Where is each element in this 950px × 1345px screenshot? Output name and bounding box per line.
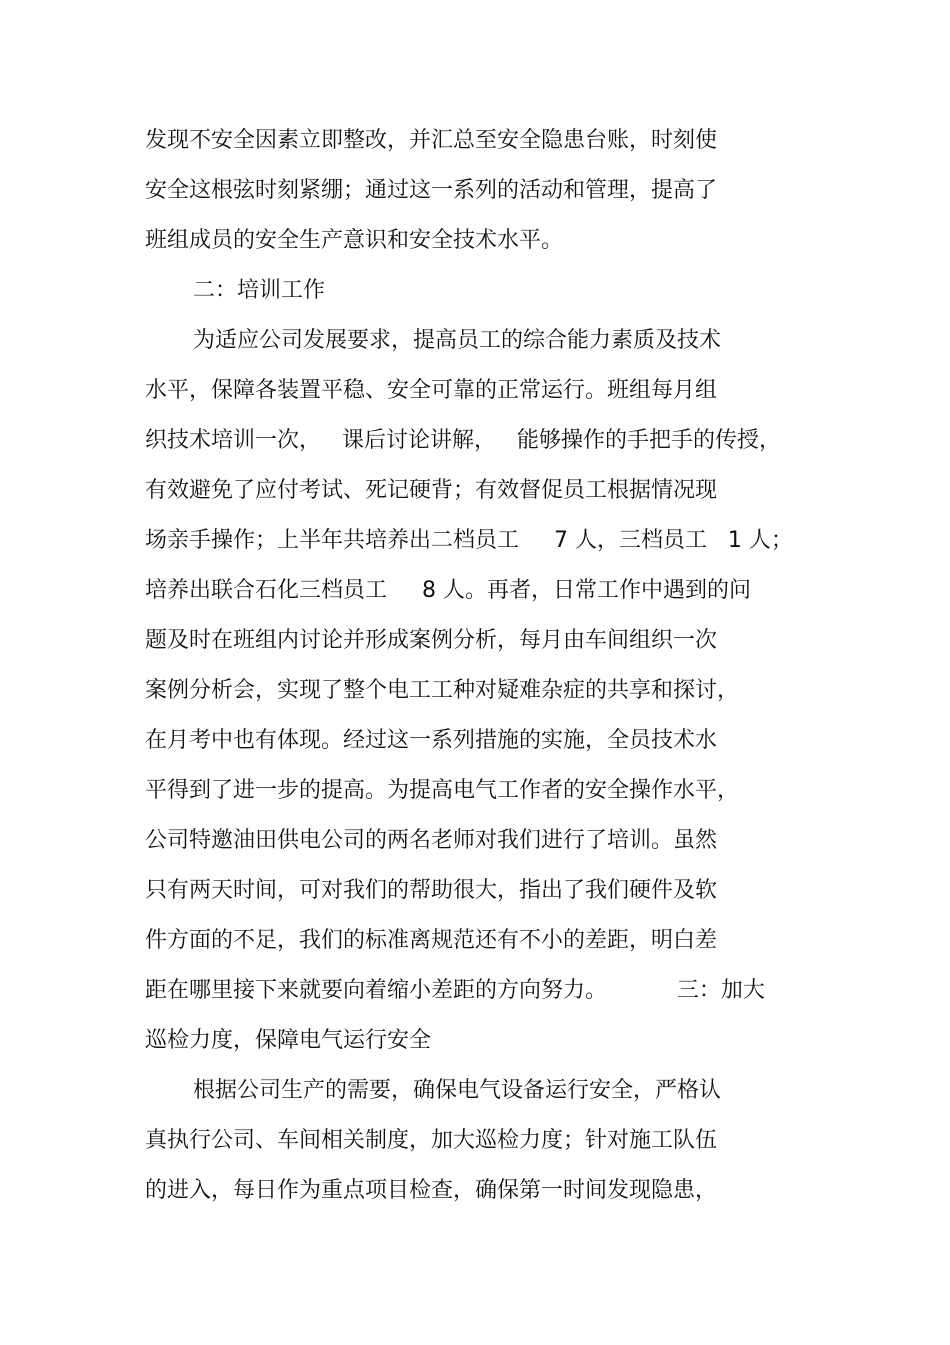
text-line: 在月考中也有体现。经过这一系列措施的实施，全员技术水	[145, 728, 718, 753]
text-line: 的进入，每日作为重点项目检查，确保第一时间发现隐患，	[145, 1178, 718, 1203]
text-line: 根据公司生产的需要，确保电气设备运行安全，严格认	[193, 1078, 722, 1103]
text-line: 真执行公司、车间相关制度，加大巡检力度；针对施工队伍	[145, 1128, 718, 1153]
text-line: 培养出联合石化三档员工 8 人。再者，日常工作中遇到的问	[145, 578, 751, 603]
text-line: 班组成员的安全生产意识和安全技术水平。	[145, 228, 564, 253]
text-line: 案例分析会，实现了整个电工工种对疑难杂症的共享和探讨，	[145, 678, 740, 703]
text-line: 发现不安全因素立即整改，并汇总至安全隐患台账，时刻使	[145, 128, 718, 153]
section-heading: 二：培训工作	[193, 278, 326, 303]
text-line: 平得到了进一步的提高。为提高电气工作者的安全操作水平，	[145, 778, 740, 803]
text-line: 为适应公司发展要求，提高员工的综合能力素质及技术	[193, 328, 722, 353]
text-line: 场亲手操作；上半年共培养出二档员工 7 人，三档员工 1 人；	[145, 528, 793, 553]
text-line: 题及时在班组内讨论并形成案例分析，每月由车间组织一次	[145, 628, 718, 653]
text-line: 距在哪里接下来就要向着缩小差距的方向努力。 三：加大	[145, 978, 765, 1003]
text-line: 安全这根弦时刻紧绷；通过这一系列的活动和管理，提高了	[145, 178, 718, 203]
section-heading: 巡检力度，保障电气运行安全	[145, 1028, 432, 1053]
text-line: 公司特邀油田供电公司的两名老师对我们进行了培训。虽然	[145, 828, 718, 853]
text-line: 有效避免了应付考试、死记硬背；有效督促员工根据情况现	[145, 478, 718, 503]
text-line: 件方面的不足，我们的标准离规范还有不小的差距，明白差	[145, 928, 718, 953]
text-line: 只有两天时间，可对我们的帮助很大，指出了我们硬件及软	[145, 878, 718, 903]
text-line: 织技术培训一次， 课后讨论讲解， 能够操作的手把手的传授，	[145, 428, 781, 453]
text-line: 水平，保障各装置平稳、安全可靠的正常运行。班组每月组	[145, 378, 718, 403]
